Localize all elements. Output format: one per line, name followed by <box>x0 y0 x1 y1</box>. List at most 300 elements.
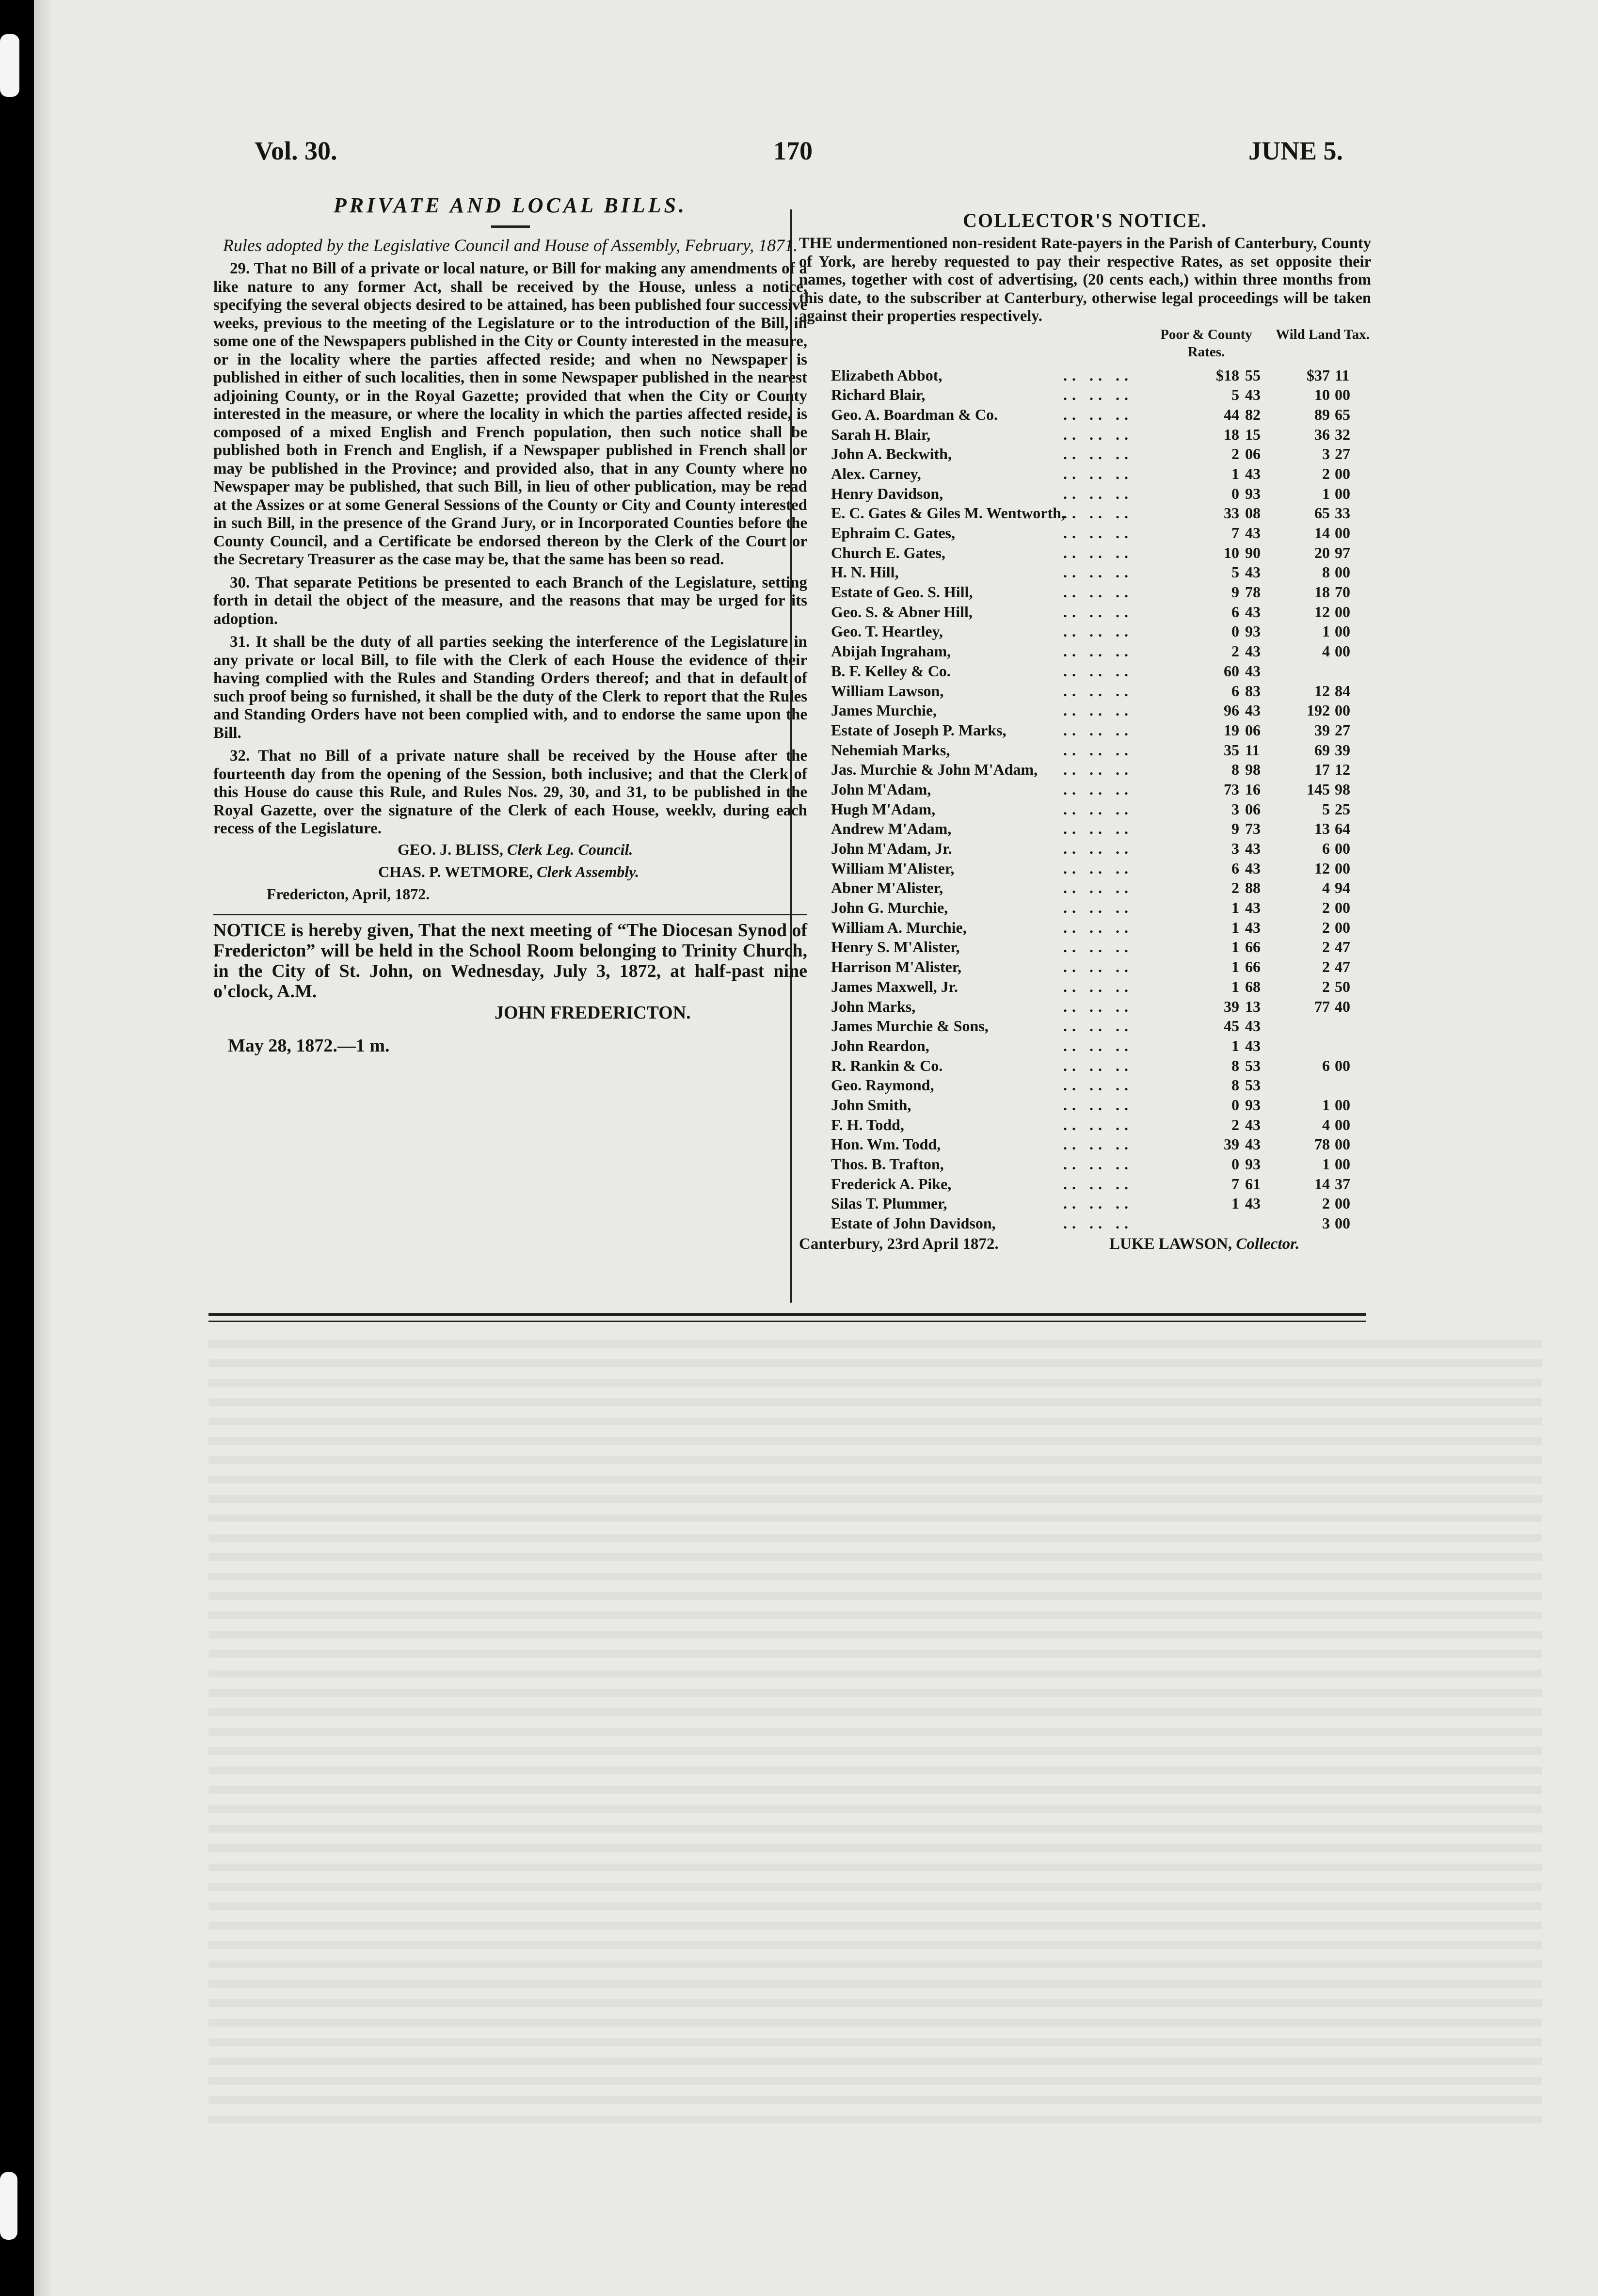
rate-cents: 43 <box>1245 563 1261 581</box>
rule-paragraph: 32. That no Bill of a private nature shall be received by the House after the fourteenth day from the opening of the Session, both inclusive; and that the Clerk of this House do cause this Rule, and Rules Nos. 29, 30, and 31, to be published in the Royal Gazette, over the signature of the Clerk of each House, weeklv, during each recess of the Legislature. <box>213 747 807 837</box>
rate-cents: 53 <box>1245 1076 1261 1094</box>
ratepayer-name: Estate of John Davidson, <box>831 1214 996 1232</box>
leader-dots: .. .. .. <box>1063 425 1133 443</box>
signatory-name: CHAS. P. WETMORE, <box>378 862 533 880</box>
ratepayer-name: Ephraim C. Gates, <box>831 524 955 542</box>
rate-cents: 43 <box>1245 702 1261 719</box>
table-row <box>799 878 1371 898</box>
ratepayer-name: Geo. T. Heartley, <box>831 622 943 640</box>
ratepayer-name: Abner M'Alister, <box>831 879 943 897</box>
leader-dots: .. .. .. <box>1063 445 1133 463</box>
rate-dollars: 9 <box>1231 820 1239 838</box>
table-row <box>799 1095 1371 1115</box>
leader-dots: .. .. .. <box>1063 1056 1133 1074</box>
ratepayer-name: H. N. Hill, <box>831 563 899 581</box>
tax-cents: 47 <box>1335 958 1350 976</box>
ratepayer-name: F. H. Todd, <box>831 1116 904 1133</box>
table-row <box>799 1213 1371 1233</box>
signatory-title: Clerk Assembly. <box>537 862 639 880</box>
leader-dots: .. .. .. <box>1063 859 1133 877</box>
tax-dollars: 5 <box>1322 800 1330 818</box>
ratepayer-name: Elizabeth Abbot, <box>831 366 943 384</box>
table-row <box>799 740 1371 760</box>
rate-cents: 43 <box>1245 840 1261 857</box>
tax-cents: 27 <box>1335 445 1350 463</box>
tax-dollars: 89 <box>1314 405 1330 423</box>
ratepayer-name: Jas. Murchie & John M'Adam, <box>831 761 1038 779</box>
tax-dollars: $37 <box>1307 366 1330 384</box>
table-row <box>799 859 1371 878</box>
rate-cents: 78 <box>1245 583 1261 601</box>
rate-cents: 73 <box>1245 820 1261 838</box>
leader-dots: .. .. .. <box>1063 1214 1133 1232</box>
rate-cents: 43 <box>1245 1036 1261 1054</box>
rate-cents: 61 <box>1245 1175 1261 1193</box>
rate-cents: 93 <box>1245 1096 1261 1114</box>
leader-dots: .. .. .. <box>1063 464 1133 482</box>
rate-cents: 43 <box>1245 918 1261 936</box>
table-row <box>799 1056 1371 1076</box>
signature-date: Fredericton, April, 1872. <box>267 885 430 903</box>
tax-dollars: 14 <box>1314 1175 1330 1193</box>
tax-cents: 94 <box>1335 879 1350 897</box>
ratepayer-name: John Marks, <box>831 997 916 1015</box>
leader-dots: .. .. .. <box>1063 386 1133 404</box>
tax-dollars: 12 <box>1314 682 1330 700</box>
tax-cents: 00 <box>1335 859 1350 877</box>
rule-paragraph: 29. That no Bill of a private or local nature, or Bill for making any amendments of a like nature to any former Act, shall be received by the House, unless a notice, specifying the several objects desired to be attained, has been published four successive weeks, previous to the meeting of the Legislature or to the introduction of the Bill, in some one of the Newspapers published in the City or County interested in the measure, or in the locality where the parties affected reside; and when no Newspaper is published in either of such localities, then in some Newspaper published in the nearest adjoining County, or in the Royal Gazette; provided that when the City or County interested in the measure, or where the locality in which the parties affected reside, is composed of a mixed English and French population, then such notice shall be published both in French and English, if a Newspaper published in French shall or may be published in the Province; and provided also, that in any County where no Newspaper may be published, that such Bill, in lieu of other publication, may be read at the Assizes or at some General Sessions of the County or City and County interested in such Bill, in the presence of the Grand Jury, or in Incorporated Counties before the County Council, and a Certificate be endorsed thereon by the Clerk of the Court or the Secretary Treasurer as the case may be, that the same has been so read. <box>213 260 807 568</box>
rate-cents: 43 <box>1245 642 1261 660</box>
tax-cents: 00 <box>1335 642 1350 660</box>
leader-dots: .. .. .. <box>1063 1076 1133 1094</box>
tax-cents: 00 <box>1335 1195 1350 1212</box>
tax-dollars: 18 <box>1314 583 1330 601</box>
column-header-poor-rates: Poor & County Rates. <box>1160 326 1252 360</box>
collector-notice-title: COLLECTOR'S NOTICE. <box>962 209 1208 231</box>
table-row <box>799 444 1371 464</box>
rate-dollars: 3 <box>1231 800 1239 818</box>
leader-dots: .. .. .. <box>1063 543 1133 561</box>
table-row <box>799 543 1371 563</box>
table-row <box>799 562 1371 582</box>
tax-cents: 47 <box>1335 938 1350 956</box>
tax-cents: 00 <box>1335 1214 1350 1232</box>
rate-dollars: 45 <box>1224 1017 1239 1035</box>
bottom-rule <box>208 1321 1366 1322</box>
tax-cents: 00 <box>1335 840 1350 857</box>
tax-cents: 00 <box>1335 1056 1350 1074</box>
rate-cents: 43 <box>1245 1017 1261 1035</box>
rate-cents: 43 <box>1245 1195 1261 1212</box>
tax-cents: 50 <box>1335 977 1350 995</box>
rate-cents: 90 <box>1245 543 1261 561</box>
leader-dots: .. .. .. <box>1063 1017 1133 1035</box>
signature-line <box>378 861 807 883</box>
rate-cents: 43 <box>1245 603 1261 621</box>
leader-dots: .. .. .. <box>1063 1155 1133 1173</box>
rate-dollars: 9 <box>1231 583 1239 601</box>
rate-dollars: 10 <box>1224 543 1239 561</box>
leader-dots: .. .. .. <box>1063 1195 1133 1212</box>
rate-dollars: 19 <box>1224 721 1239 739</box>
table-row <box>799 425 1371 445</box>
table-row <box>799 503 1371 523</box>
rate-dollars: 7 <box>1231 1175 1239 1193</box>
rate-dollars: 1 <box>1231 977 1239 995</box>
rate-cents: 55 <box>1245 366 1261 384</box>
tax-cents: 33 <box>1335 504 1350 522</box>
rate-dollars: 2 <box>1231 642 1239 660</box>
ratepayer-name: Richard Blair, <box>831 386 926 404</box>
rate-dollars: 2 <box>1231 879 1239 897</box>
tax-dollars: 3 <box>1322 1214 1330 1232</box>
collector-notice-intro: THE undermentioned non-resident Rate-payers in the Parish of Canterbury, County of York, are hereby requested to pay their respective Rates, as set opposite their names, together with cost of advertising, (20 cents each,) within three months from this date, to the subscriber at Canterbury, otherwise legal proceedings will be taken against their properties respectively. <box>799 235 1371 325</box>
table-row <box>799 1154 1371 1174</box>
tax-cents: 00 <box>1335 899 1350 917</box>
tax-dollars: 12 <box>1314 603 1330 621</box>
rate-dollars: 1 <box>1231 918 1239 936</box>
tax-cents: 00 <box>1335 386 1350 404</box>
tax-dollars: 17 <box>1314 761 1330 779</box>
rate-dollars: 73 <box>1224 780 1239 798</box>
table-row <box>799 1174 1371 1194</box>
tax-dollars: 8 <box>1322 563 1330 581</box>
table-row <box>799 760 1371 780</box>
rate-dollars: 1 <box>1231 1195 1239 1212</box>
ratepayer-name: Geo. A. Boardman & Co. <box>831 405 998 423</box>
rate-cents: 11 <box>1245 741 1260 759</box>
leader-dots: .. .. .. <box>1063 918 1133 936</box>
rate-cents: 53 <box>1245 1056 1261 1074</box>
tax-dollars: 1 <box>1322 622 1330 640</box>
leader-dots: .. .. .. <box>1063 1116 1133 1133</box>
table-row <box>799 661 1371 681</box>
tax-cents: 00 <box>1335 622 1350 640</box>
ratepayer-name: Henry S. M'Alister, <box>831 938 960 956</box>
tax-cents: 40 <box>1335 997 1350 1015</box>
leader-dots: .. .. .. <box>1063 603 1133 621</box>
rate-dollars: 1 <box>1231 464 1239 482</box>
tax-dollars: 69 <box>1314 741 1330 759</box>
ratepayer-name: Frederick A. Pike, <box>831 1175 952 1193</box>
tax-dollars: 36 <box>1314 425 1330 443</box>
leader-dots: .. .. .. <box>1063 899 1133 917</box>
page-edge-shadow <box>34 0 53 2296</box>
ratepayer-name: B. F. Kelley & Co. <box>831 662 951 680</box>
rate-dollars: 39 <box>1224 1135 1239 1153</box>
ratepayer-name: John M'Adam, <box>831 780 931 798</box>
ratepayer-name: John M'Adam, Jr. <box>831 840 952 857</box>
leader-dots: .. .. .. <box>1063 800 1133 818</box>
table-row <box>799 405 1371 425</box>
rate-dollars: 6 <box>1231 682 1239 700</box>
rate-cents: 66 <box>1245 938 1261 956</box>
leader-dots: .. .. .. <box>1063 622 1133 640</box>
ratepayer-name: Silas T. Plummer, <box>831 1195 947 1212</box>
synod-notice: NOTICE is hereby given, That the next meeting of “The Diocesan Synod of Fredericton” will be held in the School Room belonging to Trinity Church, in the City of St. John, on Wednesday, July 3, 1872, at half-past nine o'clock, A.M. <box>213 920 807 1002</box>
table-row <box>799 1115 1371 1135</box>
rate-cents: 06 <box>1245 445 1261 463</box>
rate-dollars: 2 <box>1231 445 1239 463</box>
tax-cents: 00 <box>1335 1155 1350 1173</box>
tax-dollars: 2 <box>1322 1195 1330 1212</box>
rate-dollars: 0 <box>1231 1096 1239 1114</box>
tax-dollars: 14 <box>1314 524 1330 542</box>
notice-date: May 28, 1872.—1 m. <box>228 1035 390 1056</box>
rate-cents: 06 <box>1245 721 1261 739</box>
tax-cents: 32 <box>1335 425 1350 443</box>
table-row <box>799 957 1371 977</box>
tax-dollars: 13 <box>1314 820 1330 838</box>
tax-dollars: 1 <box>1322 1096 1330 1114</box>
tax-dollars: 2 <box>1322 918 1330 936</box>
collector-date: Canterbury, 23rd April 1872. <box>799 1235 999 1253</box>
rate-dollars: 1 <box>1231 1036 1239 1054</box>
rate-dollars: 39 <box>1224 997 1239 1015</box>
tax-cents: 11 <box>1335 366 1350 384</box>
ratepayer-name: Hugh M'Adam, <box>831 800 936 818</box>
rate-dollars: 5 <box>1231 563 1239 581</box>
tax-cents: 25 <box>1335 800 1350 818</box>
rate-dollars: 3 <box>1231 840 1239 857</box>
table-row <box>799 701 1371 720</box>
tax-dollars: 6 <box>1322 840 1330 857</box>
rate-dollars: 44 <box>1224 405 1239 423</box>
tax-cents: 00 <box>1335 464 1350 482</box>
tax-dollars: 4 <box>1322 1116 1330 1133</box>
tax-dollars: 4 <box>1322 642 1330 660</box>
rate-cents: 06 <box>1245 800 1261 818</box>
rate-cents: 98 <box>1245 761 1261 779</box>
tax-dollars: 1 <box>1322 484 1330 502</box>
rate-dollars: 0 <box>1231 1155 1239 1173</box>
tax-dollars: 145 <box>1307 780 1330 798</box>
rate-dollars: 0 <box>1231 622 1239 640</box>
rate-cents: 83 <box>1245 682 1261 700</box>
table-row <box>799 366 1371 385</box>
tax-dollars: 2 <box>1322 899 1330 917</box>
leader-dots: .. .. .. <box>1063 702 1133 719</box>
table-row <box>799 918 1371 938</box>
title-rule <box>491 225 530 228</box>
leader-dots: .. .. .. <box>1063 820 1133 838</box>
rate-dollars: $18 <box>1216 366 1239 384</box>
rule-paragraph: 31. It shall be the duty of all parties seeking the interference of the Legislature in any private or local Bill, to file with the Clerk of each House the evidence of their having complied with the Rules and Standing Orders thereof; and that in default of such proof being so furnished, it shall be the duty of the Clerk to report that the Rules and Standing Orders have not been complied with, and to endorse the same upon the Bill. <box>213 633 807 742</box>
tax-cents: 00 <box>1335 1116 1350 1133</box>
tax-cents: 65 <box>1335 405 1350 423</box>
tax-cents: 00 <box>1335 524 1350 542</box>
tax-cents: 64 <box>1335 820 1350 838</box>
page-header <box>0 136 1598 179</box>
rate-dollars: 8 <box>1231 1056 1239 1074</box>
right-column <box>799 208 1371 1258</box>
table-row <box>799 937 1371 957</box>
ratepayer-name: John A. Beckwith, <box>831 445 952 463</box>
ratepayer-name: Hon. Wm. Todd, <box>831 1135 941 1153</box>
show-through-texture <box>208 1328 1542 2128</box>
leader-dots: .. .. .. <box>1063 524 1133 542</box>
rate-cents: 66 <box>1245 958 1261 976</box>
page-number: 170 <box>773 136 813 165</box>
tax-cents: 00 <box>1335 1096 1350 1114</box>
tax-dollars: 3 <box>1322 445 1330 463</box>
leader-dots: .. .. .. <box>1063 484 1133 502</box>
rate-cents: 43 <box>1245 524 1261 542</box>
issue-date: JUNE 5. <box>1248 136 1343 165</box>
tax-cents: 00 <box>1335 563 1350 581</box>
ratepayer-name: James Murchie & Sons, <box>831 1017 989 1035</box>
table-row <box>799 622 1371 641</box>
volume-label: Vol. 30. <box>255 136 337 165</box>
rate-dollars: 1 <box>1231 958 1239 976</box>
tax-cents: 70 <box>1335 583 1350 601</box>
ratepayer-name: Estate of Geo. S. Hill, <box>831 583 973 601</box>
tax-cents: 00 <box>1335 918 1350 936</box>
rate-dollars: 2 <box>1231 1116 1239 1133</box>
ratepayer-name: Henry Davidson, <box>831 484 943 502</box>
tax-dollars: 2 <box>1322 977 1330 995</box>
scan-edge-mark <box>0 2172 17 2240</box>
leader-dots: .. .. .. <box>1063 1175 1133 1193</box>
rate-cents: 93 <box>1245 484 1261 502</box>
leader-dots: .. .. .. <box>1063 741 1133 759</box>
collector-footer <box>799 1233 1371 1258</box>
collector-signature <box>1109 1235 1299 1253</box>
ratepayer-name: Alex. Carney, <box>831 464 921 482</box>
collector-name: LUKE LAWSON, <box>1109 1235 1232 1253</box>
tax-cents: 97 <box>1335 543 1350 561</box>
tax-cents: 00 <box>1335 1135 1350 1153</box>
leader-dots: .. .. .. <box>1063 504 1133 522</box>
tax-dollars: 20 <box>1314 543 1330 561</box>
section-separator <box>213 914 807 915</box>
leader-dots: .. .. .. <box>1063 958 1133 976</box>
table-row <box>799 464 1371 484</box>
ratepayer-name: John G. Murchie, <box>831 899 948 917</box>
collector-title: Collector. <box>1236 1235 1300 1253</box>
leader-dots: .. .. .. <box>1063 405 1133 423</box>
rate-dollars: 1 <box>1231 938 1239 956</box>
left-column <box>213 191 807 1057</box>
tax-dollars: 6 <box>1322 1056 1330 1074</box>
rate-dollars: 96 <box>1224 702 1239 719</box>
ratepayer-name: William M'Alister, <box>831 859 955 877</box>
rate-dollars: 60 <box>1224 662 1239 680</box>
tax-dollars: 4 <box>1322 879 1330 897</box>
tax-dollars: 10 <box>1314 386 1330 404</box>
tax-dollars: 2 <box>1322 464 1330 482</box>
ratepayer-name: James Murchie, <box>831 702 937 719</box>
table-row <box>799 523 1371 543</box>
rate-dollars: 6 <box>1231 859 1239 877</box>
table-row <box>799 997 1371 1017</box>
signatory-title: Clerk Leg. Council. <box>507 840 633 858</box>
table-row <box>799 1016 1371 1036</box>
table-row <box>799 819 1371 839</box>
table-row <box>799 1134 1371 1154</box>
tax-dollars: 2 <box>1322 938 1330 956</box>
rate-cents: 93 <box>1245 1155 1261 1173</box>
table-row <box>799 720 1371 740</box>
ratepayer-name: John Reardon, <box>831 1036 929 1054</box>
ratepayer-name: E. C. Gates & Giles M. Wentworth, <box>831 504 1065 522</box>
leader-dots: .. .. .. <box>1063 938 1133 956</box>
leader-dots: .. .. .. <box>1063 721 1133 739</box>
ratepayer-name: James Maxwell, Jr. <box>831 977 958 995</box>
tax-cents: 39 <box>1335 741 1350 759</box>
tax-dollars: 1 <box>1322 1155 1330 1173</box>
ratepayer-name: Geo. Raymond, <box>831 1076 934 1094</box>
ratepayer-name: Abijah Ingraham, <box>831 642 951 660</box>
leader-dots: .. .. .. <box>1063 761 1133 779</box>
rate-cents: 43 <box>1245 662 1261 680</box>
tax-cents: 00 <box>1335 702 1350 719</box>
table-header <box>799 326 1371 366</box>
tax-dollars: 2 <box>1322 958 1330 976</box>
ratepayer-name: William Lawson, <box>831 682 944 700</box>
table-row <box>799 780 1371 799</box>
ratepayer-name: Nehemiah Marks, <box>831 741 950 759</box>
leader-dots: .. .. .. <box>1063 563 1133 581</box>
rate-dollars: 5 <box>1231 386 1239 404</box>
table-row <box>799 681 1371 701</box>
bottom-rule <box>208 1313 1366 1316</box>
tax-cents: 27 <box>1335 721 1350 739</box>
tax-dollars: 39 <box>1314 721 1330 739</box>
rate-cents: 16 <box>1245 780 1261 798</box>
rate-cents: 43 <box>1245 1116 1261 1133</box>
rate-dollars: 1 <box>1231 899 1239 917</box>
table-row <box>799 977 1371 997</box>
section-title: PRIVATE AND LOCAL BILLS. <box>333 193 687 217</box>
rate-cents: 08 <box>1245 504 1261 522</box>
tax-cents: 00 <box>1335 603 1350 621</box>
scan-edge-mark <box>0 34 19 97</box>
table-row <box>799 385 1371 405</box>
section-subtitle: Rules adopted by the Legislative Council and House of Assembly, February, 1871. <box>223 236 798 255</box>
ratepayer-name: John Smith, <box>831 1096 911 1114</box>
leader-dots: .. .. .. <box>1063 682 1133 700</box>
rate-cents: 43 <box>1245 464 1261 482</box>
leader-dots: .. .. .. <box>1063 583 1133 601</box>
table-row <box>799 1194 1371 1213</box>
notice-signature: JOHN FREDERICTON. <box>495 1002 691 1023</box>
rate-cents: 43 <box>1245 899 1261 917</box>
ratepayer-name: Harrison M'Alister, <box>831 958 961 976</box>
rate-cents: 68 <box>1245 977 1261 995</box>
ratepayer-name: Thos. B. Trafton, <box>831 1155 944 1173</box>
ratepayer-name: Andrew M'Adam, <box>831 820 952 838</box>
leader-dots: .. .. .. <box>1063 1135 1133 1153</box>
rate-cents: 93 <box>1245 622 1261 640</box>
table-row <box>799 1036 1371 1056</box>
leader-dots: .. .. .. <box>1063 366 1133 384</box>
tax-dollars: 78 <box>1314 1135 1330 1153</box>
tax-cents: 98 <box>1335 780 1350 798</box>
tax-dollars: 12 <box>1314 859 1330 877</box>
table-row <box>799 839 1371 859</box>
signatory-name: GEO. J. BLISS, <box>398 840 503 858</box>
rate-dollars: 7 <box>1231 524 1239 542</box>
leader-dots: .. .. .. <box>1063 662 1133 680</box>
ratepayer-name: Church E. Gates, <box>831 543 945 561</box>
ratepayer-name: William A. Murchie, <box>831 918 967 936</box>
rate-dollars: 8 <box>1231 761 1239 779</box>
rate-dollars: 35 <box>1224 741 1239 759</box>
rate-cents: 15 <box>1245 425 1261 443</box>
signature-line <box>398 838 807 861</box>
tax-cents: 37 <box>1335 1175 1350 1193</box>
